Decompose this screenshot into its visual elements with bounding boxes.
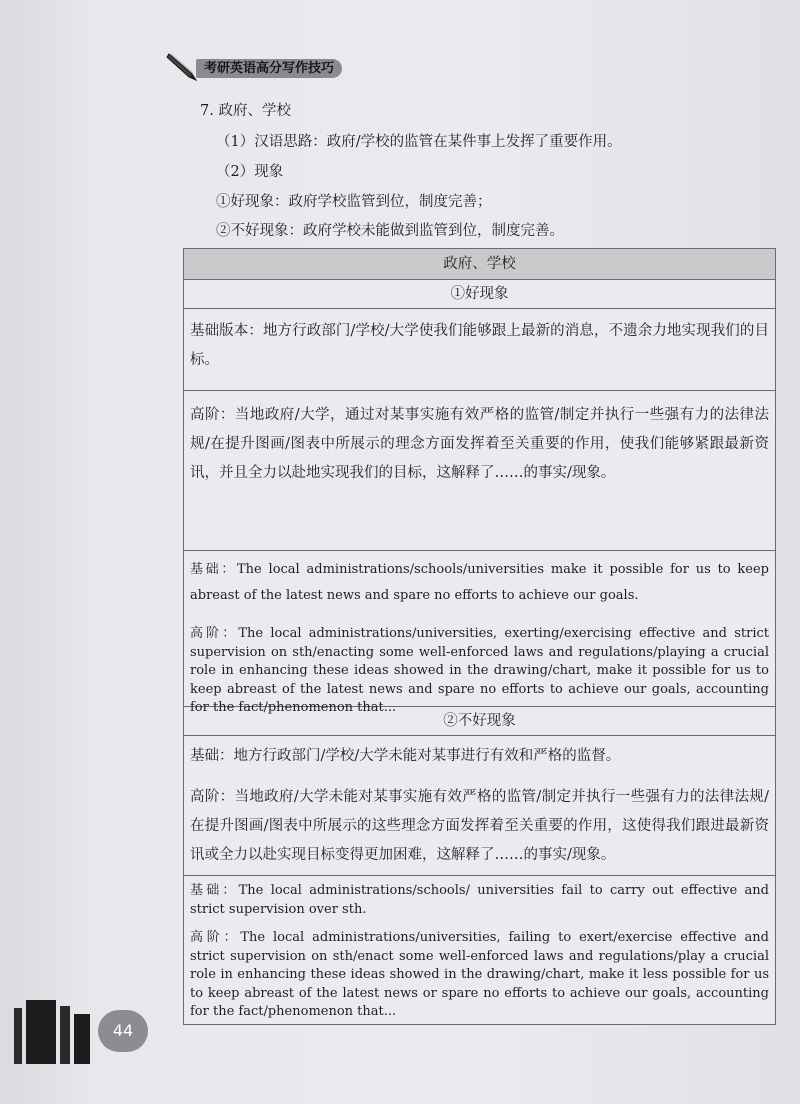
intro-line: ①好现象：政府学校监管到位，制度完善； (216, 194, 492, 210)
bad-zh-basic: 基础：地方行政部门/学校/大学未能对某事进行有效和严格的监督。 (190, 748, 621, 764)
bad-zh-advanced: 高阶：当地政府/大学未能对某事实施有效严格的监管/制定并执行一些强有力的法律法规/在提升图画/图表中所展示的这些理念方面发挥着至关重要的作用，这使得我们跟进最新资讯或全力以赴实现目标变得更加困难，这解释了……的事实/现象。 (190, 789, 769, 863)
section-title: 7. 政府、学校 (200, 103, 291, 119)
good-phenomenon-title: ①好现象 (184, 280, 775, 309)
intro-line: ②不好现象：政府学校未能做到监管到位，制度完善。 (216, 223, 564, 239)
running-header (166, 50, 386, 82)
bad-chinese-cell (184, 736, 775, 876)
phrase-table (183, 248, 776, 1025)
bad-english-cell (184, 876, 775, 1024)
intro-line: （2）现象 (216, 164, 284, 180)
header-title: 考研英语高分写作技巧 (196, 59, 342, 78)
table-header: 政府、学校 (184, 249, 775, 280)
good-chinese-cell (184, 309, 775, 391)
pencil-icon (166, 50, 200, 82)
good-english-cell (184, 551, 775, 715)
intro-line: （1）汉语思路：政府/学校的监管在某件事上发挥了重要作用。 (216, 134, 622, 150)
bad-phenomenon-title: ②不好现象 (184, 707, 775, 736)
bad-en-basic: 基础：The local administrations/schools/ universities fail to carry out effective and strict supervision over sth. (190, 883, 769, 917)
good-chinese-advanced-cell (184, 391, 775, 551)
good-en-basic: 基础：The local administrations/schools/universities make it possible for us to keep abreast of the latest news and spare no efforts to achieve our goals. (190, 562, 769, 603)
bad-en-advanced: 高阶：The local administrations/universities, failing to exert/exercise effective and strict supervision on sth/enact some well-enforced laws and regulations/play a crucial role in enhancing these ideas showed in the drawing/chart, make it less possible for us to keep abreast of the latest news or spare no efforts to achieve our goals, accounting for the fact/phenomenon that... (190, 930, 769, 1019)
good-zh-basic: 基础版本：地方行政部门/学校/大学使我们能够跟上最新的消息，不遗余力地实现我们的目标。 (190, 323, 769, 368)
good-en-advanced: 高阶：The local administrations/universities, exerting/exercising effective and strict supervision on sth/enacting some well-enforced laws and regulations/playing a crucial role in enhancing these ideas showed in the drawing/chart, make it possible for us to keep abreast of the latest news and spare no efforts to achieve our goals, accounting for the fact/phenomenon that... (190, 626, 769, 715)
good-zh-advanced: 高阶：当地政府/大学，通过对某事实施有效严格的监管/制定并执行一些强有力的法律法规/在提升图画/图表中所展示的理念方面发挥着至关重要的作用，使我们能够紧跟最新资讯，并且全力以赴地实现我们的目标，这解释了……的事实/现象。 (190, 407, 769, 481)
page-number: 44 (98, 1010, 148, 1052)
